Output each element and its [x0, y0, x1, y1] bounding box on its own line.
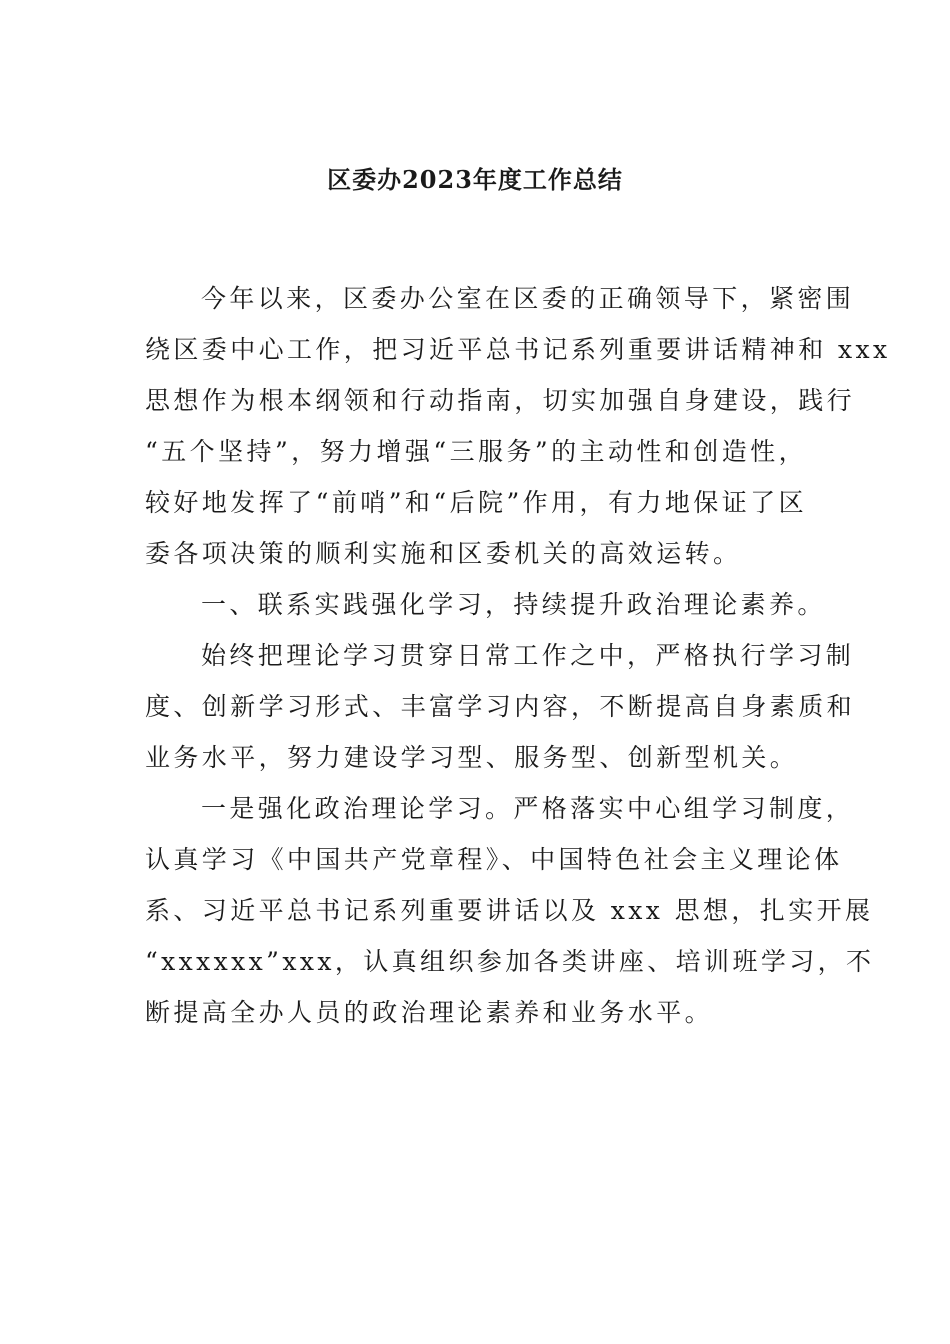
text-line: 始终把理论学习贯穿日常工作之中，严格执行学习制	[201, 641, 855, 670]
text-line: 思想作为根本纲领和行动指南，切实加强自身建设，践行	[145, 386, 856, 415]
text-line: 一、联系实践强化学习，持续提升政治理论素养。	[201, 590, 826, 619]
text-line: 认真学习《中国共产党章程》、中国特色社会主义理论体	[145, 845, 843, 874]
text-line: 断提高全办人员的政治理论素养和业务水平。	[145, 998, 714, 1027]
section-heading	[145, 579, 826, 630]
paragraph-political-study	[145, 783, 875, 1038]
text-line: “xxxxxx”xxx，认真组织参加各类讲座、培训班学习，不	[145, 947, 875, 976]
paragraph-intro	[145, 273, 891, 579]
text-line: 度、创新学习形式、丰富学习内容，不断提高自身素质和	[145, 692, 856, 721]
text-line: 系、习近平总书记系列重要讲话以及 xxx 思想，扎实开展	[145, 896, 874, 925]
document-body	[145, 273, 891, 1038]
text-line: 较好地发挥了“前哨”和“后院”作用，有力地保证了区	[145, 488, 807, 517]
document-title: 区委办2023年度工作总结	[327, 165, 623, 194]
text-line: 今年以来，区委办公室在区委的正确领导下，紧密围	[201, 284, 855, 313]
text-line: 业务水平，努力建设学习型、服务型、创新型机关。	[145, 743, 799, 772]
text-line: 委各项决策的顺利实施和区委机关的高效运转。	[145, 539, 742, 568]
text-line: 一是强化政治理论学习。严格落实中心组学习制度，	[201, 794, 855, 823]
text-line: “五个坚持”，努力增强“三服务”的主动性和创造性，	[145, 437, 807, 466]
text-line: 绕区委中心工作，把习近平总书记系列重要讲话精神和 xxx	[145, 335, 891, 364]
paragraph-section-intro	[145, 630, 856, 783]
